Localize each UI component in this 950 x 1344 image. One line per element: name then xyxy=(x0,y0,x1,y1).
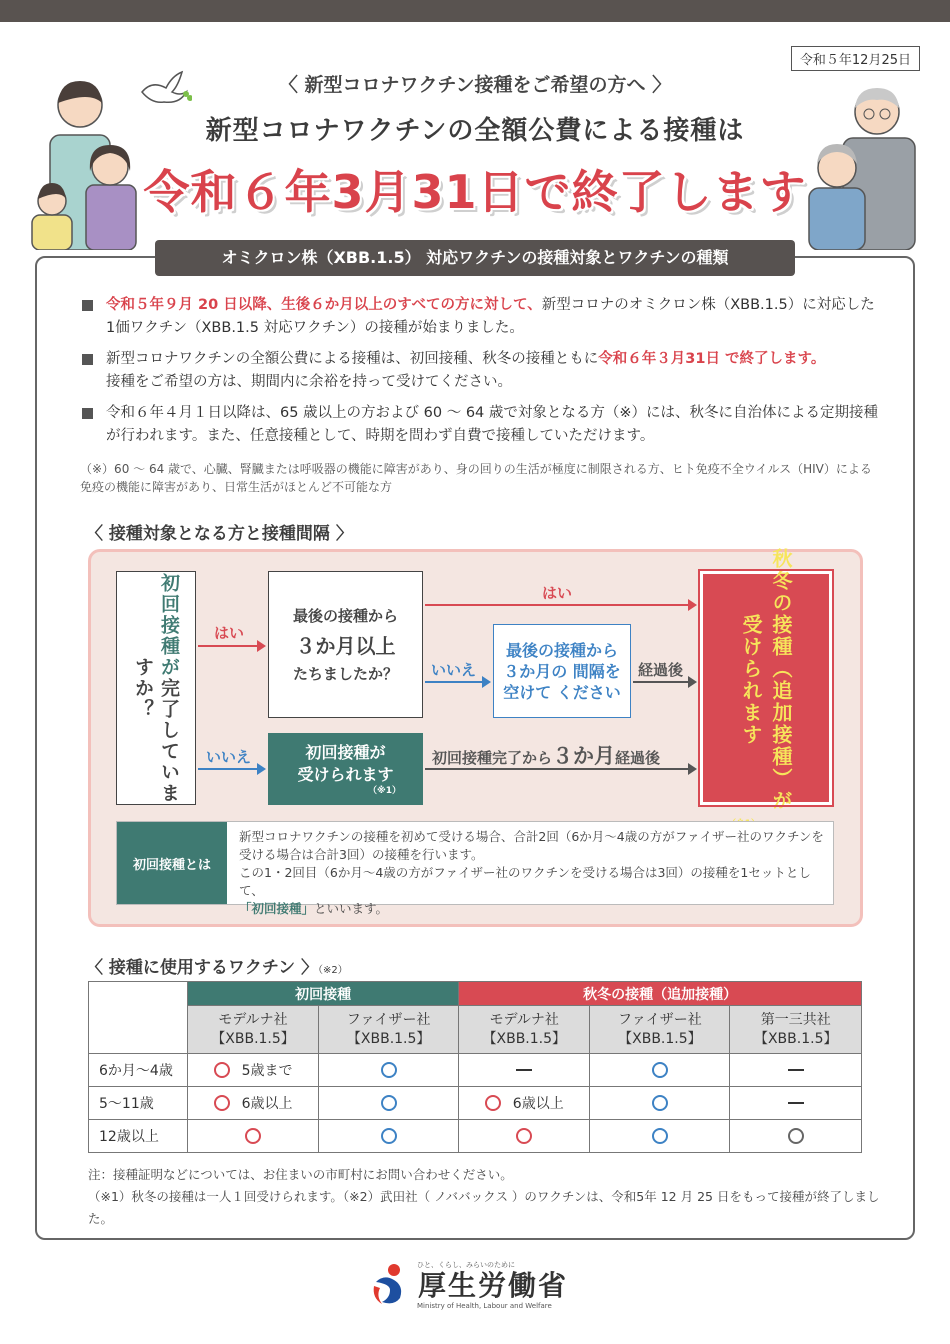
age-group: 12歳以上 xyxy=(89,1120,188,1153)
table-row xyxy=(89,1120,862,1153)
main-heading-line1: 新型コロナワクチンの全額公費による接種は xyxy=(205,116,745,146)
mhlw-emblem-icon xyxy=(370,1262,410,1306)
initial-after-label: 初回接種完了から３か月経過後 xyxy=(432,744,661,768)
availability-cell xyxy=(459,1120,590,1153)
vaccine-col-header: モデルナ社 【XBB.1.5】 xyxy=(459,1006,590,1054)
group-initial: 初回接種 xyxy=(188,982,459,1006)
definition-label: 初回接種とは xyxy=(117,822,227,904)
mhlw-logo: ひと、くらし、みらいのために 厚生労働省 Ministry of Health, Labour and Welfare xyxy=(370,1262,568,1306)
available-circle-icon xyxy=(214,1095,230,1111)
available-circle-icon xyxy=(652,1128,668,1144)
bullet-item: 新型コロナワクチンの全額公費による接種は、初回接種、秋冬の接種ともに令和６年３月31日 で終了します。 接種をご希望の方は、期間内に余裕を持って受けてください。 xyxy=(82,348,882,394)
top-bar xyxy=(0,0,950,22)
vaccine-table xyxy=(88,981,862,1153)
yes-label-2: はい xyxy=(542,584,573,602)
cell-note: 6歳以上 xyxy=(512,1096,564,1112)
wait-three-months-box: 最後の接種から ３か月の 間隔を空けて ください xyxy=(493,624,631,718)
availability-cell xyxy=(590,1120,730,1153)
available-circle-icon xyxy=(652,1095,668,1111)
availability-cell xyxy=(188,1087,319,1120)
availability-cell xyxy=(730,1054,862,1087)
bullet-item: 令和６年４月１日以降は、65 歳以上の方および 60 ～ 64 歳で対象となる方（※）には、秋冬に自治体による定期接種が行われます。また、任意接種として、時期を問わず自費で接種していただけます。 xyxy=(82,402,882,448)
vaccine-col-header: ファイザー社 【XBB.1.5】 xyxy=(590,1006,730,1054)
availability-cell xyxy=(319,1120,459,1153)
flow-section-title: 〈 接種対象となる方と接種間隔 〉 xyxy=(86,524,353,544)
age-group: 6か月～4歳 xyxy=(89,1054,188,1087)
availability-cell xyxy=(730,1087,862,1120)
not-available-icon xyxy=(516,1069,532,1071)
bullet-item: 令和５年９月 20 日以降、生後６か月以上のすべての方に対して、新型コロナのオミクロン株（XBB.1.5）に対応した1価ワクチン（XBB.1.5 対応ワクチン）の接種が始まりました。 xyxy=(82,294,882,340)
bullet-square-icon xyxy=(82,300,93,311)
availability-cell xyxy=(188,1054,319,1087)
no-arrow-1 xyxy=(425,681,489,683)
question-initial-complete: 初回接種が完了していますか？ xyxy=(116,571,196,805)
target-audience-heading: 〈 新型コロナワクチン接種をご希望の方へ 〉 xyxy=(278,74,672,96)
section-banner: オミクロン株（XBB.1.5） 対応ワクチンの接種対象とワクチンの種類 xyxy=(155,240,795,276)
available-circle-icon xyxy=(485,1095,501,1111)
available-circle-icon xyxy=(214,1062,230,1078)
yes-arrow-1 xyxy=(198,645,264,647)
after-arrow xyxy=(633,681,695,683)
availability-cell xyxy=(730,1120,862,1153)
footer-notes: 注：接種証明などについては、お住まいの市町村にお問い合わせください。 （※1）秋冬の接種は一人１回受けられます。（※2）武田社（ ノババックス ）のワクチンは、令和5年 12 月 25 日をもって接種が終了しました。 xyxy=(88,1167,880,1226)
footnote: （※）60 ～ 64 歳で、心臓、腎臓または呼吸器の機能に障害があり、身の回りの生活が極度に制限される方、ヒト免疫不全ウイルス（HIV）による免疫の機能に障害があり、日常生活がほとんど不可能な方 xyxy=(80,462,872,494)
vaccine-col-header: ファイザー社 【XBB.1.5】 xyxy=(319,1006,459,1054)
booster-available-result: 秋冬の接種（追加接種）が 受けられます xyxy=(700,571,832,805)
cell-note: 6歳以上 xyxy=(241,1096,293,1112)
table-row xyxy=(89,1087,862,1120)
availability-cell xyxy=(319,1054,459,1087)
available-circle-icon xyxy=(245,1128,261,1144)
available-circle-icon xyxy=(381,1062,397,1078)
availability-cell xyxy=(188,1120,319,1153)
age-group: 5～11歳 xyxy=(89,1087,188,1120)
available-circle-icon xyxy=(788,1128,804,1144)
vaccine-section-title: 〈 接種に使用するワクチン 〉（※2） xyxy=(86,958,348,978)
definition-text: 新型コロナワクチンの接種を初めて受ける場合、合計2回（6か月～4歳の方がファイザー社のワクチンを受ける場合は合計3回）の接種を行います。 この1・2回目（6か月～4歳の方がファイザー社のワクチンを受ける場合は3回）の接種を1セットとして、 「初回接種」といいます。 xyxy=(239,829,824,916)
available-circle-icon xyxy=(652,1062,668,1078)
bullet-list xyxy=(82,294,882,456)
ministry-name: 厚生労働省 xyxy=(418,1269,569,1302)
yes-label-1: はい xyxy=(214,624,245,642)
availability-cell xyxy=(319,1087,459,1120)
initial-vaccination-available: 初回接種が 受けられます （※1） xyxy=(268,733,423,805)
available-circle-icon xyxy=(516,1128,532,1144)
group-booster: 秋冬の接種（追加接種） xyxy=(459,982,862,1006)
available-circle-icon xyxy=(381,1128,397,1144)
vaccine-col-header: 第一三共社 【XBB.1.5】 xyxy=(730,1006,862,1054)
bullet-square-icon xyxy=(82,408,93,419)
initial-vaccination-definition xyxy=(116,821,834,916)
no-label-1: いいえ xyxy=(431,661,477,679)
yes-arrow-2 xyxy=(425,604,695,606)
not-available-icon xyxy=(788,1069,804,1071)
after-label: 経過後 xyxy=(638,661,684,679)
available-circle-icon xyxy=(381,1095,397,1111)
availability-cell xyxy=(459,1087,590,1120)
no-label-2: いいえ xyxy=(206,748,252,766)
table-row xyxy=(89,1054,862,1087)
main-heading-deadline: 令和６年3月31日で終了します xyxy=(143,165,807,219)
availability-cell xyxy=(459,1054,590,1087)
issue-date: 令和５年12月25日 xyxy=(791,46,920,71)
vaccine-col-header: モデルナ社 【XBB.1.5】 xyxy=(188,1006,319,1054)
no-arrow-2 xyxy=(198,768,264,770)
question-three-months: 最後の接種から ３か月以上 たちましたか？ xyxy=(268,571,423,718)
availability-cell xyxy=(590,1087,730,1120)
bullet-square-icon xyxy=(82,354,93,365)
not-available-icon xyxy=(788,1102,804,1104)
availability-cell xyxy=(590,1054,730,1087)
cell-note: 5歳まで xyxy=(241,1063,293,1079)
